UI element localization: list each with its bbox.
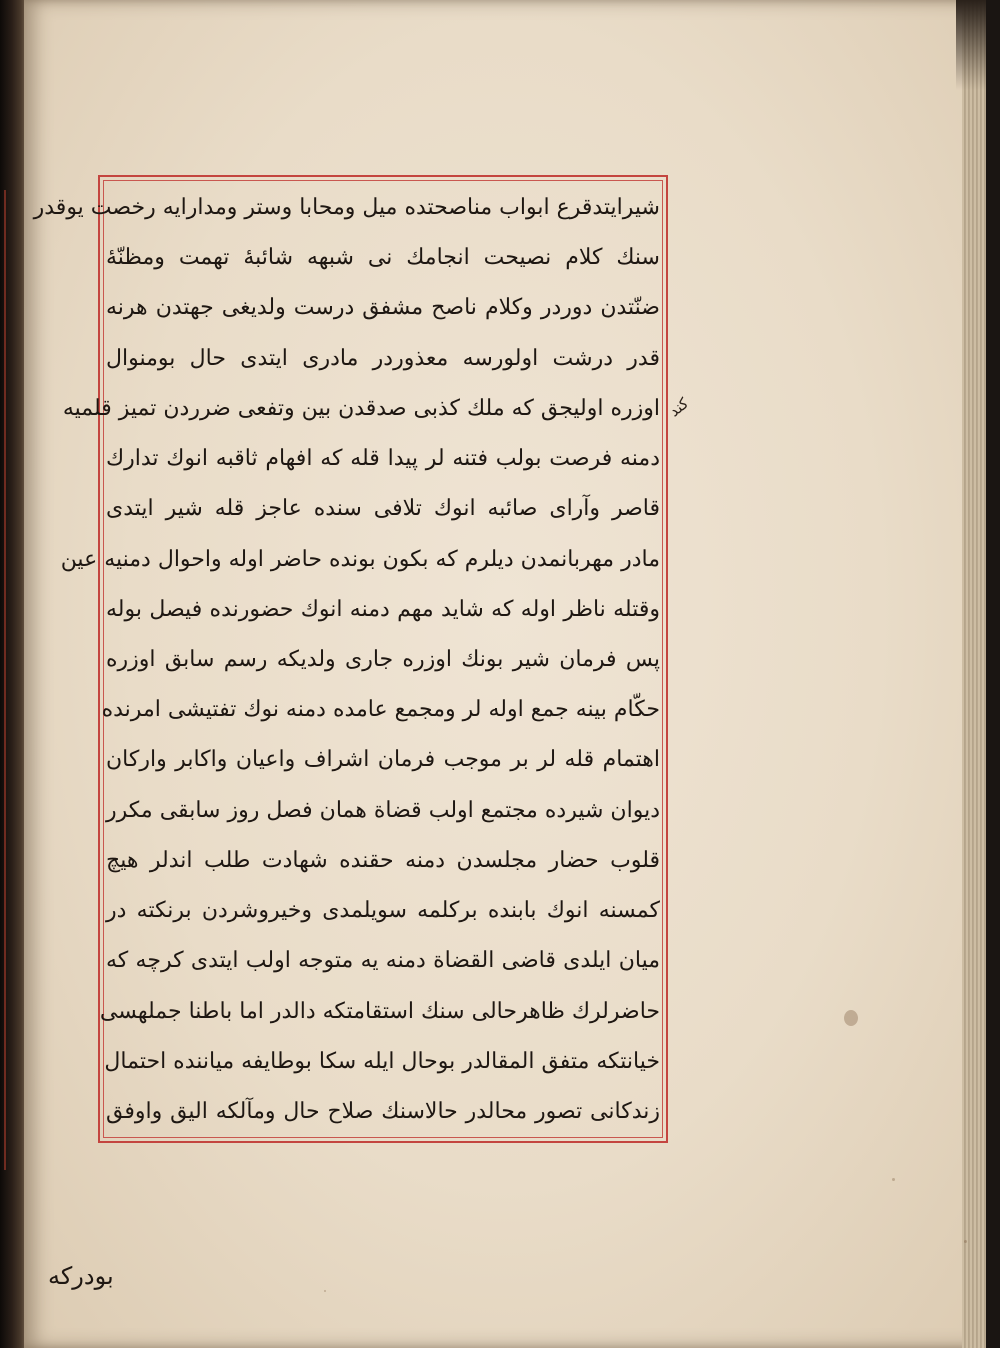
text-line: سنك كلام نصیحت انجامك نی شبهه شائبهٔ تهمت ومظنّهٔ: [106, 245, 660, 271]
text-line: قلوب حضار مجلسدن دمنه حقنده شهادت طلب اندلر هیچ: [106, 847, 660, 873]
text-line: شیرایتدقرع ابواب مناصحتده میل ومحابا وستر ومدارایه رخصت یوقدر: [33, 195, 660, 220]
text-line: خیانتكه متفق المقالدر بوحال ایله سكا بوطایفه میاننده احتمال: [104, 1048, 660, 1074]
text-line: قدر درشت اولورسه معذوردر مادری ایتدی حال بومنوال: [106, 345, 660, 371]
fore-edge-pages: [962, 0, 986, 1348]
text-line: زندكانی تصور محالدر حالاسنك صلاح حال ومآلكه الیق واوفق: [106, 1098, 660, 1124]
text-line: مادر مهربانمدن دیلرم كه بكون بونده حاضر اوله واحوال دمنیه عین: [60, 546, 660, 572]
text-line: حكّام بینه جمع اوله لر ومجمع عامده دمنه نوك تفتیشی امرنده: [101, 697, 660, 723]
text-line: دمنه فرصت بولب فتنه لر پیدا قله كه افهام ثاقبه انوك تدارك: [106, 446, 661, 472]
text-line: پس فرمان شیر بونك اوزره جاری ولدیكه رسم سابق اوزره: [106, 646, 660, 672]
text-line: دیوان شیرده مجتمع اولب قضاة همان فصل روز سابقی مكرر: [106, 797, 660, 823]
catchword: بودركه: [48, 1262, 114, 1290]
facing-page-edge: [4, 190, 16, 1170]
margin-correction: كند: [665, 394, 693, 421]
text-line: حاضرلرك ظاهرحالی سنك استقامتكه دالدر اما باطنا جملهسی: [99, 998, 660, 1024]
text-block: [33, 186, 664, 1134]
text-line: اهتمام قله لر بر موجب فرمان اشراف واعیان واكابر واركان: [106, 747, 660, 773]
text-line: كمسنه انوك بابنده بركلمه سویلمدی وخیروشردن برنكته در: [106, 898, 660, 924]
text-line: وقتله ناظر اوله كه شاید مهم دمنه انوك حضورنده فیصل بوله: [106, 596, 660, 622]
text-line: ضنّتدن دوردر وكلام ناصح مشفق درست ولدیغی جهتدن هرنه: [106, 295, 660, 321]
text-line: اوزره اولیجق كه ملك كذبی صدقدن بین وتفعی ضرردن تمیز قلمیه: [62, 395, 660, 421]
text-line: قاصر وآرای صائبه انوك تلافی سنده عاجز قله شیر ایتدی: [106, 496, 660, 522]
text-line: میان ایلدی قاضی القضاة دمنه یه متوجه اولب ایتدی كرچه كه: [106, 948, 660, 974]
fore-edge-shadow: [956, 0, 986, 90]
